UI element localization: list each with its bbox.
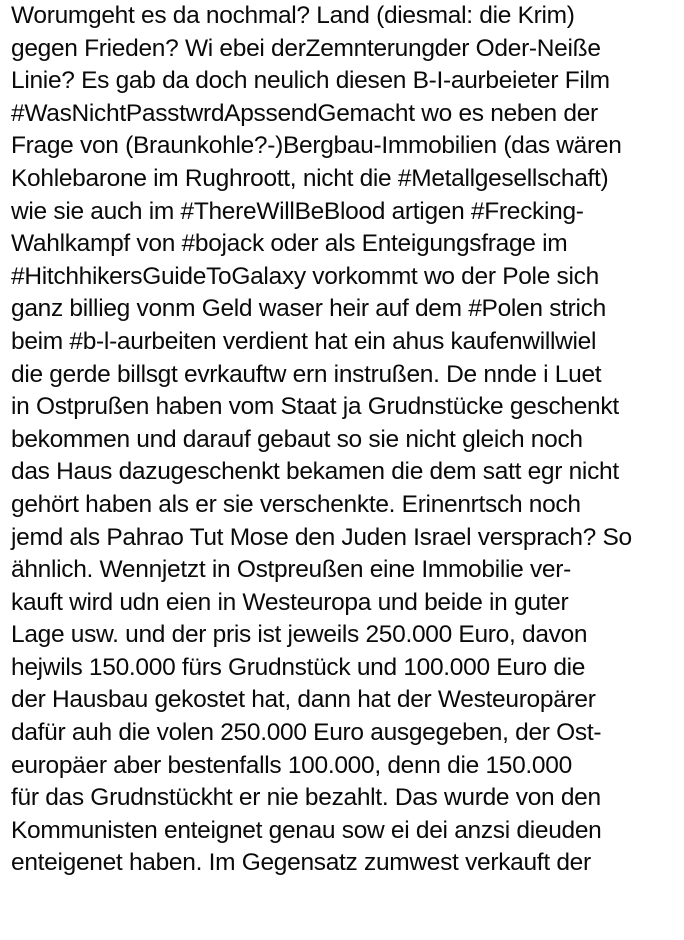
text-line-27: enteigenet haben. Im Gegensatz zumwest verkauft der (11, 849, 591, 877)
text-line-24: europäer aber bestenfalls 100.000, denn die 150.000 (11, 751, 572, 779)
text-line-4: #WasNichtPasstwrdApssendGemacht wo es neben der (11, 99, 598, 127)
text-line-9: #HitchhikersGuideToGalaxy vorkommt wo der Pole sich (11, 262, 599, 290)
text-line-25: für das Grudnstückht er nie bezahlt. Das wurde von den (11, 784, 601, 812)
text-line-2: gegen Frieden? Wi ebei derZemnterungder Oder-Neiße (11, 34, 601, 62)
text-line-6: Kohlebarone im Rughroott, nicht die #Metallgesellschaft) (11, 164, 609, 192)
body-text (11, 0, 683, 880)
text-line-8: Wahlkampf von #bojack oder als Enteigungsfrage im (11, 230, 568, 258)
text-line-22: der Hausbau gekostet hat, dann hat der Westeuropärer (11, 686, 596, 714)
text-line-17: jemd als Pahrao Tut Mose den Juden Israel versprach? So (11, 523, 632, 551)
text-line-15: das Haus dazugeschenkt bekamen die dem satt egr nicht (11, 458, 619, 486)
text-line-1: Worumgeht es da nochmal? Land (diesmal: die Krim) (11, 2, 575, 29)
text-line-11: beim #b-l-aurbeiten verdient hat ein ahus kaufenwillwiel (11, 327, 597, 355)
text-line-18: ähnlich. Wennjetzt in Ostpreußen eine Immobilie ver- (11, 556, 571, 584)
text-line-7: wie sie auch im #ThereWillBeBlood artigen #Frecking- (11, 197, 584, 225)
text-line-20: Lage usw. und der pris ist jeweils 250.000 Euro, davon (11, 621, 588, 649)
text-line-13: in Ostprußen haben vom Staat ja Grudnstücke geschenkt (11, 393, 619, 421)
text-line-14: bekommen und darauf gebaut so sie nicht gleich noch (11, 425, 583, 453)
text-line-3: Linie? Es gab da doch neulich diesen B-I-aurbeieter Film (11, 67, 610, 95)
text-line-26: Kommunisten enteignet genau sow ei dei anzsi dieuden (11, 816, 602, 844)
text-line-10: ganz billieg vonm Geld waser heir auf dem #Polen strich (11, 295, 606, 323)
text-line-21: hejwils 150.000 fürs Grudnstück und 100.000 Euro die (11, 653, 586, 681)
text-line-12: die gerde billsgt evrkauftw ern instrußen. De nnde i Luet (11, 360, 602, 388)
text-line-19: kauft wird udn eien in Westeuropa und beide in guter (11, 588, 569, 616)
text-line-16: gehört haben als er sie verschenkte. Erinenrtsch noch (11, 490, 581, 518)
text-line-23: dafür auh die volen 250.000 Euro ausgegeben, der Ost- (11, 719, 602, 747)
text-line-5: Frage von (Braunkohle?-)Bergbau-Immobilien (das wären (11, 132, 622, 160)
